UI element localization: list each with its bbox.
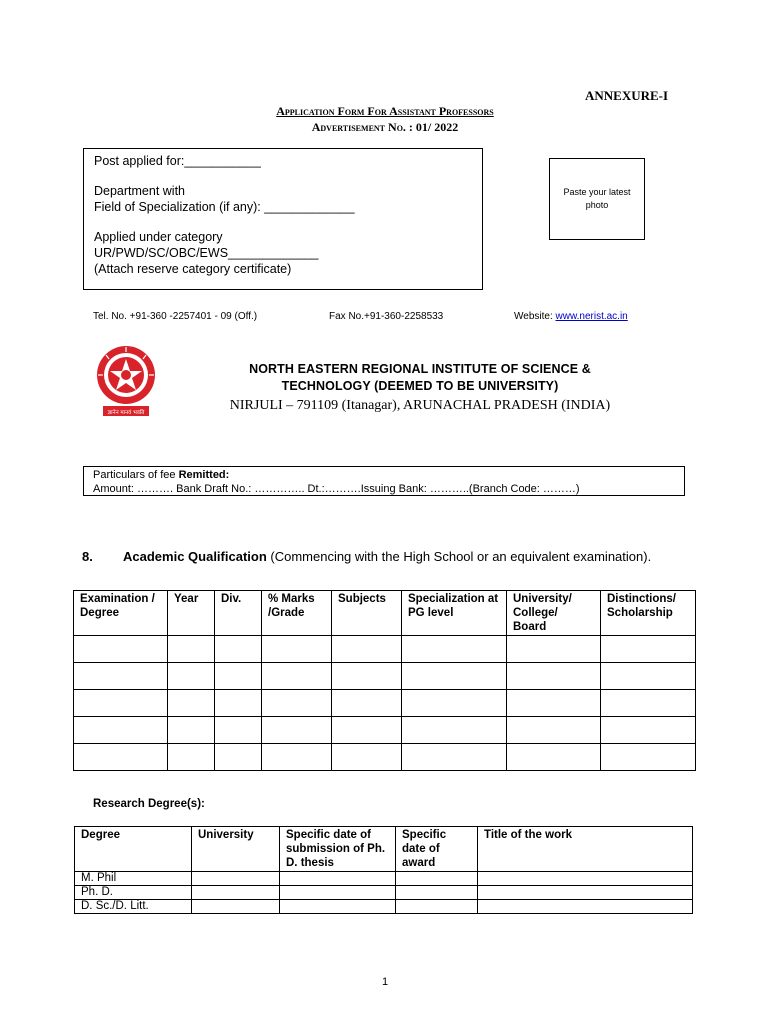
column-header: Title of the work [478,827,693,872]
department-label: Department with [94,184,186,198]
photo-label-line2: photo [585,200,609,210]
table-cell[interactable] [396,872,478,886]
table-cell[interactable] [168,717,215,744]
table-cell[interactable] [215,636,262,663]
research-degrees-label: Research Degree(s): [93,798,205,810]
table-cell[interactable] [168,663,215,690]
table-header-row [75,827,693,872]
column-header: Year [168,591,215,636]
table-cell[interactable] [332,717,402,744]
table-cell[interactable] [402,636,507,663]
table-row [74,690,696,717]
column-header: Specific date of submission of Ph. D. thesis [280,827,396,872]
table-cell[interactable] [74,636,168,663]
table-cell[interactable] [402,717,507,744]
table-cell[interactable] [74,663,168,690]
institute-name-line1: NORTH EASTERN REGIONAL INSTITUTE OF SCIENCE & [249,362,591,376]
fee-particulars-box [83,466,685,496]
table-cell[interactable] [168,690,215,717]
table-cell[interactable] [601,690,696,717]
table-cell[interactable] [507,663,601,690]
research-degree-table [74,826,693,914]
institute-name-line2: TECHNOLOGY (DEEMED TO BE UNIVERSITY) [281,379,559,393]
page-number: 1 [381,976,389,988]
table-cell[interactable] [280,872,396,886]
column-header: Specialization at PG level [402,591,507,636]
table-cell[interactable] [262,744,332,771]
table-cell[interactable] [215,663,262,690]
column-header: Subjects [332,591,402,636]
table-row [75,900,693,914]
table-cell[interactable] [332,690,402,717]
table-cell[interactable] [192,900,280,914]
logo-motto: ज्ञानेन मानवं भवति [107,410,145,416]
website-link[interactable]: www.nerist.ac.in [555,311,628,322]
post-applied-field[interactable]: Post applied for:___________ [94,154,261,168]
column-header: University/ College/ Board [507,591,601,636]
table-cell[interactable] [262,636,332,663]
category-label: Applied under category [94,230,223,244]
annexure-label: ANNEXURE-I [585,88,669,103]
institute-address: NIRJULI – 791109 (Itanagar), ARUNACHAL PRADESH (INDIA) [229,398,611,413]
specialization-field[interactable]: Field of Specialization (if any): _____________ [94,200,355,214]
table-cell[interactable] [262,690,332,717]
table-cell[interactable] [168,636,215,663]
column-header: Examination / Degree [74,591,168,636]
photo-box[interactable] [549,158,645,240]
table-cell[interactable] [478,872,693,886]
table-cell[interactable] [262,663,332,690]
table-cell[interactable] [215,717,262,744]
degree-cell: M. Phil [75,872,192,886]
telephone: Tel. No. +91-360 -2257401 - 09 (Off.) [93,311,258,322]
table-cell[interactable] [507,690,601,717]
column-header: Specific date of award [396,827,478,872]
table-cell[interactable] [507,717,601,744]
column-header: Degree [75,827,192,872]
degree-cell: D. Sc./D. Litt. [75,900,192,914]
degree-cell: Ph. D. [75,886,192,900]
table-cell[interactable] [332,663,402,690]
table-header-row [74,591,696,636]
table-row [74,717,696,744]
academic-qualification-table [73,590,696,771]
section-heading [123,549,683,564]
fax: Fax No.+91-360-2258533 [329,311,444,322]
category-note: (Attach reserve category certificate) [94,262,292,276]
post-details-box [83,148,483,290]
table-cell[interactable] [478,886,693,900]
table-row [75,886,693,900]
table-cell[interactable] [507,744,601,771]
table-cell[interactable] [280,886,396,900]
form-title: Application Form For Assistant Professors [276,104,494,118]
photo-label-line1: Paste your latest [563,187,631,197]
table-row [74,744,696,771]
table-cell[interactable] [262,717,332,744]
table-row [74,663,696,690]
table-cell[interactable] [332,636,402,663]
table-cell[interactable] [215,690,262,717]
table-cell[interactable] [478,900,693,914]
table-cell[interactable] [402,663,507,690]
table-cell[interactable] [74,690,168,717]
column-header: Distinctions/ Scholarship [601,591,696,636]
fee-details-field[interactable]: Amount: ………. Bank Draft No.: ………….. Dt.:……….Issuing Bank: ………..(Branch Code: ………) [93,483,580,495]
column-header: % Marks /Grade [262,591,332,636]
table-cell[interactable] [507,636,601,663]
table-cell[interactable] [74,717,168,744]
fee-label: Particulars of fee [93,469,179,481]
table-cell[interactable] [215,744,262,771]
table-cell[interactable] [402,744,507,771]
column-header: University [192,827,280,872]
table-cell[interactable] [601,744,696,771]
table-cell[interactable] [601,636,696,663]
table-row [75,872,693,886]
institute-logo [93,344,159,420]
table-cell[interactable] [396,886,478,900]
website [514,311,628,322]
table-cell[interactable] [332,744,402,771]
table-cell[interactable] [74,744,168,771]
category-field[interactable]: UR/PWD/SC/OBC/EWS_____________ [94,246,319,260]
table-cell[interactable] [601,663,696,690]
table-cell[interactable] [601,717,696,744]
table-cell[interactable] [402,690,507,717]
table-row [74,636,696,663]
fee-label-bold: Remitted: [178,469,230,481]
table-cell[interactable] [192,886,280,900]
table-cell[interactable] [396,900,478,914]
advertisement-number: Advertisement No. : 01/ 2022 [311,120,459,134]
table-cell[interactable] [168,744,215,771]
section-description: (Commencing with the High School or an equivalent examination). [266,549,652,564]
section-title: Academic Qualification [123,549,267,564]
table-cell[interactable] [280,900,396,914]
table-cell[interactable] [192,872,280,886]
column-header: Div. [215,591,262,636]
section-number: 8. [82,549,93,564]
website-label: Website: [514,311,556,322]
